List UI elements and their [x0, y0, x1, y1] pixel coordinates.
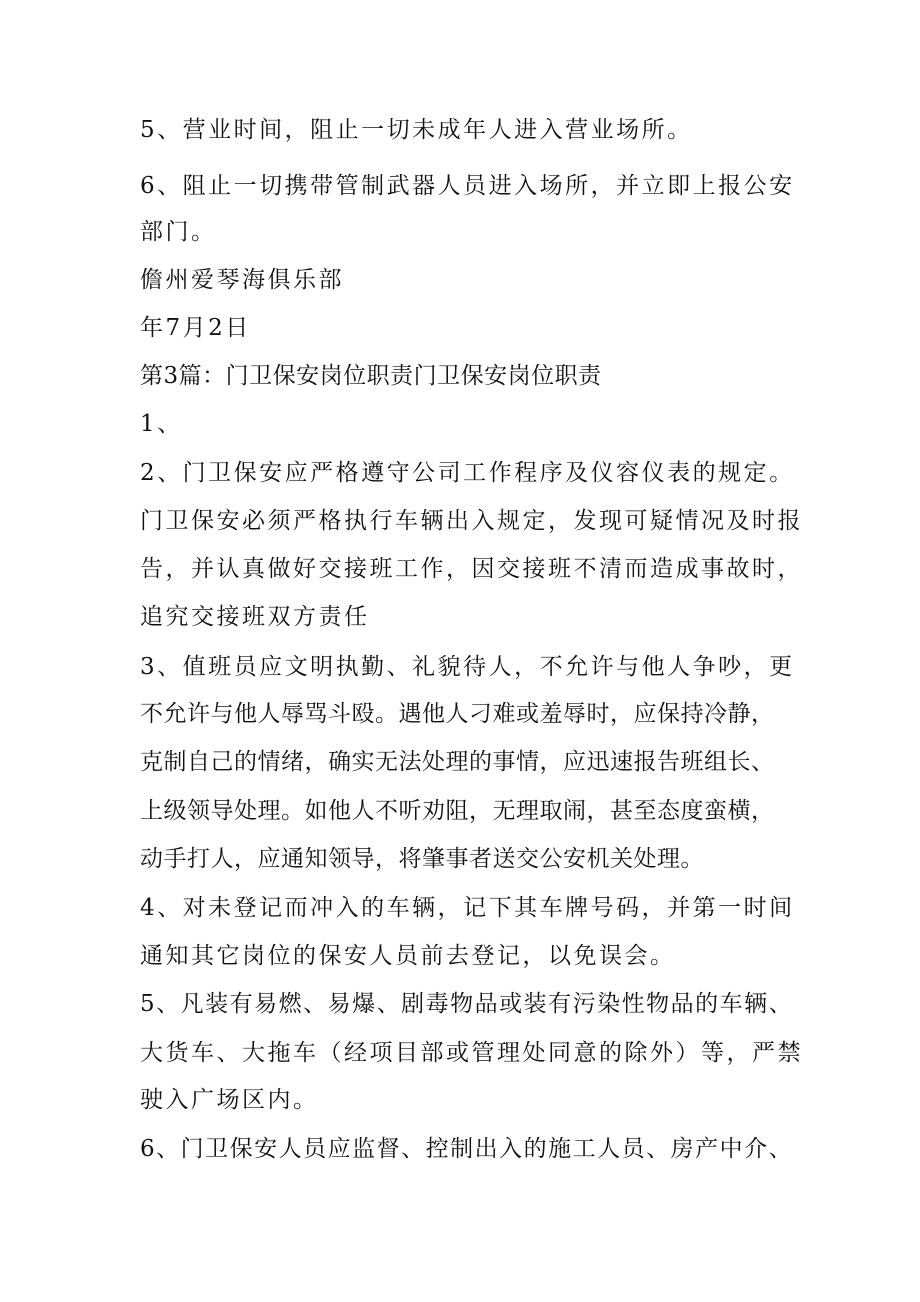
paragraph-line: 动手打人，应通知领导，将肇事者送交公安机关处理。: [140, 846, 704, 872]
signature-organization: 儋州爱琴海俱乐部: [140, 267, 344, 293]
section-heading: 第3篇：门卫保安岗位职责门卫保安岗位职责: [140, 363, 602, 389]
paragraph-line: 上级领导处理。如他人不听劝阻，无理取闹，甚至态度蛮横，: [140, 798, 775, 824]
paragraph-line: 驶入广场区内。: [140, 1087, 319, 1113]
paragraph-line: 2、门卫保安应严格遵守公司工作程序及仪容仪表的规定。: [140, 460, 795, 486]
paragraph-line: 6、门卫保安人员应监督、控制出入的施工人员、房产中介、: [140, 1136, 794, 1162]
paragraph-line: 5、营业时间，阻止一切未成年人进入营业场所。: [140, 117, 693, 143]
paragraph-line: 3、值班员应文明执勤、礼貌待人，不允许与他人争吵，更: [140, 654, 795, 680]
paragraph-line: 6、阻止一切携带管制武器人员进入场所，并立即上报公安: [140, 173, 795, 199]
paragraph-line: 门卫保安必须严格执行车辆出入规定，发现可疑情况及时报: [140, 508, 803, 534]
paragraph-line: 大货车、大拖车（经项目部或管理处同意的除外）等，严禁: [140, 1040, 803, 1066]
paragraph-line: 告，并认真做好交接班工作，因交接班不清而造成事故时，: [140, 556, 803, 582]
signature-date: 年7月2日: [140, 315, 251, 341]
paragraph-line: 追究交接班双方责任: [140, 604, 370, 630]
paragraph-line: 部门。: [140, 219, 217, 245]
paragraph-line: 通知其它岗位的保安人员前去登记，以免误会。: [140, 943, 676, 969]
paragraph-line: 4、对未登记而冲入的车辆，记下其车牌号码，并第一时间: [140, 895, 795, 921]
paragraph-line: 不允许与他人辱骂斗殴。遇他人刁难或羞辱时，应保持冷静，: [140, 701, 775, 727]
paragraph-line: 克制自己的情绪，确实无法处理的事情，应迅速报告班组长、: [140, 749, 775, 775]
paragraph-line: 1、: [140, 411, 183, 437]
paragraph-line: 5、凡装有易燃、易爆、剧毒物品或装有污染性物品的车辆、: [140, 991, 794, 1017]
